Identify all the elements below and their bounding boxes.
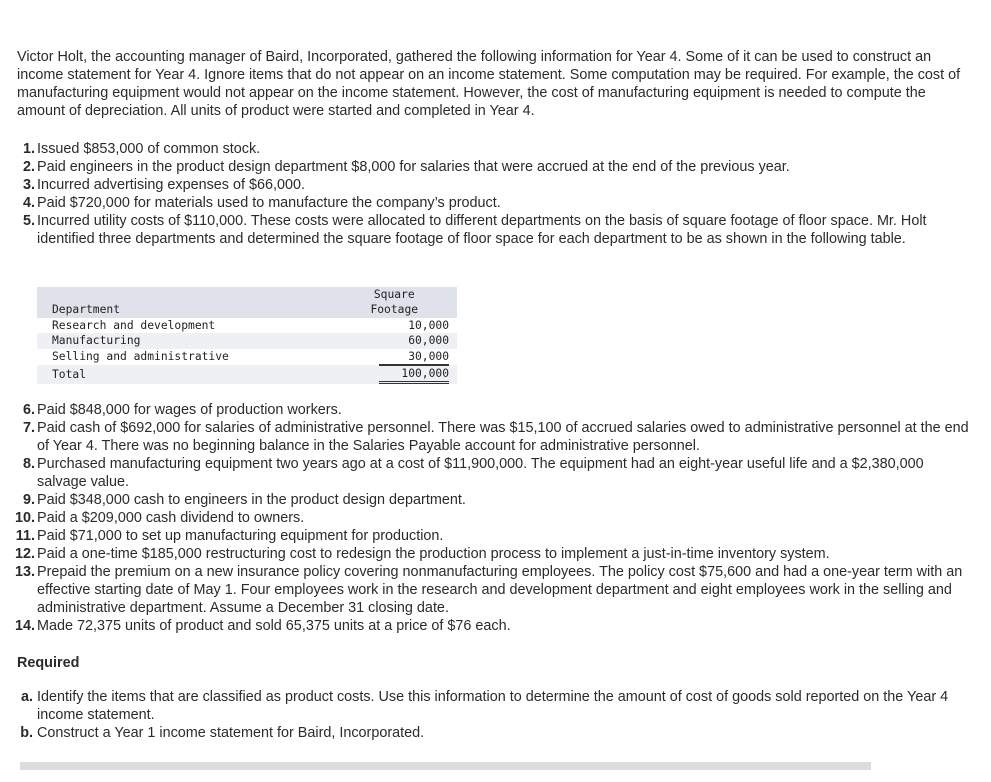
table-header-square: Square (325, 287, 457, 302)
item-letter: a. (20, 689, 33, 705)
item-text: Paid a $209,000 cash dividend to owners. (37, 510, 305, 526)
table-header-cell (37, 287, 325, 302)
table-row (37, 333, 457, 348)
footage-cell (325, 333, 457, 348)
item-text: Purchased manufacturing equipment two years ago at a cost of $11,900,000. The equipment had an eight-year useful life and a $2,380,000 salvage value. (37, 456, 924, 490)
item-number: 1. (22, 141, 35, 157)
footage-value: 60,000 (408, 334, 449, 348)
department-cell: Manufacturing (37, 333, 325, 348)
footage-value: 10,000 (408, 318, 449, 332)
item-number: 2. (22, 159, 35, 175)
footage-value: 30,000 (379, 349, 449, 365)
department-cell: Selling and administrative (37, 349, 325, 365)
square-footage-table (37, 287, 457, 384)
list-item (0, 158, 975, 176)
item-text: Construct a Year 1 income statement for Baird, Incorporated. (37, 725, 425, 741)
footage-cell (325, 318, 457, 333)
table-row (37, 349, 457, 365)
item-text: Paid $348,000 cash to engineers in the product design department. (37, 492, 466, 508)
item-text: Paid $848,000 for wages of production workers. (37, 402, 342, 418)
item-number: 3. (22, 177, 35, 193)
item-text: Issued $853,000 of common stock. (37, 141, 261, 157)
list-item (0, 140, 975, 158)
item-number: 7. (22, 420, 35, 436)
item-number: 6. (22, 402, 35, 418)
information-list-part-2 (0, 401, 975, 635)
list-item (0, 545, 975, 563)
table-header-row (37, 302, 457, 317)
item-number: 13. (14, 564, 35, 580)
item-number: 8. (22, 456, 35, 472)
item-number: 10. (14, 510, 35, 526)
table-header-footage: Footage (325, 302, 457, 317)
table-header-department: Department (37, 302, 325, 317)
item-text: Prepaid the premium on a new insurance policy covering nonmanufacturing employees. The policy cost $75,600 and had a one-year term with an effective starting date of May 1. Four employees work in the research and development department and eight employees work in the selling and administrative department. Assume a December 31 closing date. (37, 564, 963, 616)
item-letter: b. (20, 725, 33, 741)
item-text: Incurred advertising expenses of $66,000. (37, 177, 305, 193)
item-text: Incurred utility costs of $110,000. These costs were allocated to different departments on the basis of square footage of floor space. Mr. Holt identified three departments and determined the square footage of floor space for each department to be as shown in the following table. (37, 213, 927, 247)
table-row (37, 318, 457, 333)
list-item (0, 401, 975, 419)
item-number: 11. (15, 528, 35, 544)
total-label: Total (37, 365, 325, 384)
item-text: Made 72,375 units of product and sold 65,375 units at a price of $76 each. (37, 618, 511, 634)
list-item (0, 176, 975, 194)
required-list (0, 688, 975, 742)
total-value: 100,000 (379, 365, 449, 384)
item-text: Paid cash of $692,000 for salaries of administrative personnel. There was $15,100 of accrued salaries owed to administrative personnel at the end of Year 4. There was no beginning balance in the Salaries Payable account for administrative personnel. (37, 420, 969, 454)
item-number: 9. (22, 492, 35, 508)
intro-paragraph: Victor Holt, the accounting manager of Baird, Incorporated, gathered the following information for Year 4. Some of it can be used to construct an income statement for Year 4. Ignore items that do not appear on an income statement. Some computation may be required. For example, the cost of manufacturing equipment would not appear on the income statement. However, the cost of manufacturing equipment is needed to compute the amount of depreciation. All units of product were started and completed in Year 4. (17, 49, 961, 119)
list-item (0, 563, 975, 617)
list-item (0, 212, 975, 248)
list-item (0, 194, 975, 212)
list-item (0, 724, 975, 742)
item-text: Paid $71,000 to set up manufacturing equipment for production. (37, 528, 444, 544)
item-text: Identify the items that are classified as product costs. Use this information to determine the amount of cost of goods sold reported on the Year 4 income statement. (37, 689, 949, 723)
item-number: 14. (14, 618, 35, 634)
list-item (0, 455, 975, 491)
list-item (0, 419, 975, 455)
horizontal-scrollbar[interactable] (20, 762, 871, 770)
total-cell (325, 365, 457, 384)
footage-cell (325, 349, 457, 365)
item-text: Paid engineers in the product design department $8,000 for salaries that were accrued at the end of the previous year. (37, 159, 790, 175)
item-text: Paid $720,000 for materials used to manufacture the company’s product. (37, 195, 501, 211)
list-item (0, 509, 975, 527)
table-total-row (37, 365, 457, 384)
list-item (0, 491, 975, 509)
table-header-row (37, 287, 457, 302)
list-item (0, 527, 975, 545)
item-text: Paid a one-time $185,000 restructuring cost to redesign the production process to implement a just-in-time inventory system. (37, 546, 830, 562)
list-item (0, 617, 975, 635)
item-number: 12. (14, 546, 35, 562)
item-number: 4. (22, 195, 35, 211)
list-item (0, 688, 975, 724)
information-list-part-1 (0, 140, 975, 248)
required-heading: Required (17, 655, 80, 671)
department-cell: Research and development (37, 318, 325, 333)
item-number: 5. (22, 213, 35, 229)
